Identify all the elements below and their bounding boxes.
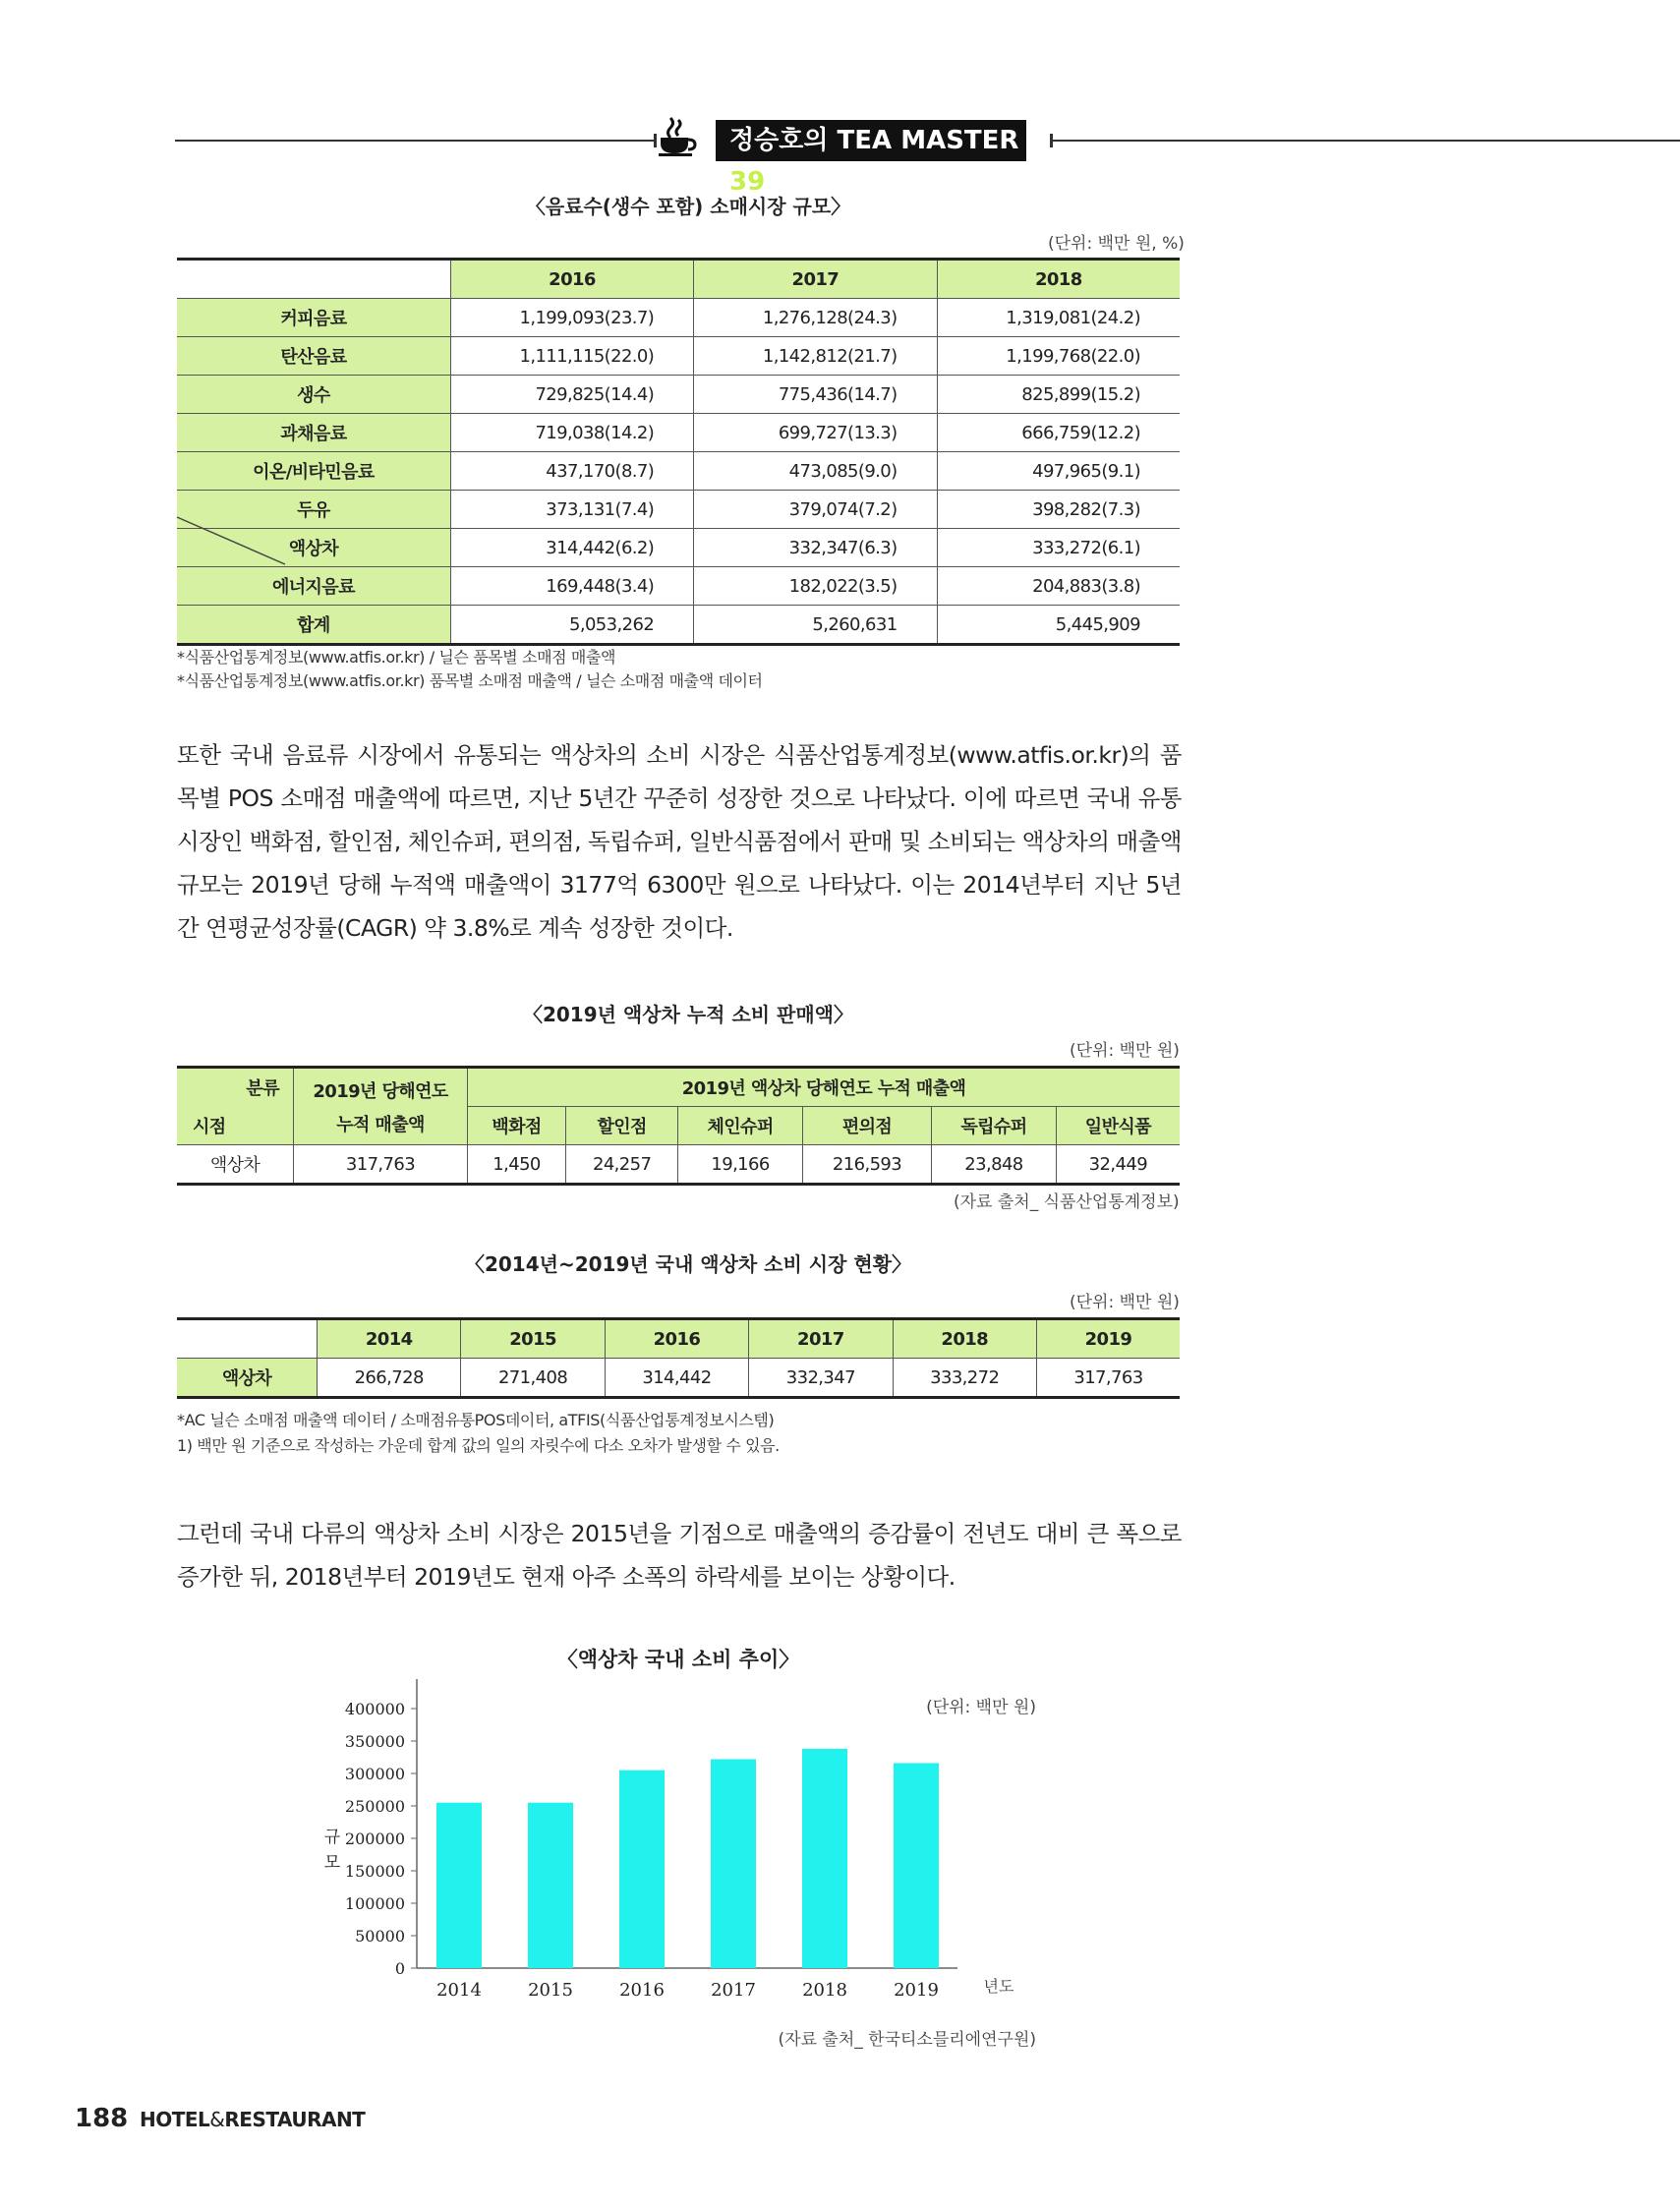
table-row [177,376,1180,414]
table1-cell: 775,436(14.7) [694,376,937,414]
page-number: 188 [75,2104,129,2133]
table1-cell: 169,448(3.4) [450,567,693,606]
table3-year-header: 2016 [605,1319,748,1359]
chart-unit: (단위: 백만 원) [926,1698,1036,1717]
body-paragraph-2: 그런데 국내 다류의 액상차 소비 시장은 2015년을 기점으로 매출액의 증감률이 전년도 대비 큰 폭으로 증가한 뒤, 2018년부터 2019년도 현재 아주 소폭의 하락세를 보이는 상황이다. [177,1520,1182,1591]
table3-row-label: 액상차 [177,1359,318,1398]
chart-x-tick-label: 2017 [711,1980,756,2001]
brand-ampersand: & [209,2108,225,2131]
chart-title: 〈액상차 국내 소비 추이〉 [556,1648,800,1671]
chart-x-tick-label: 2018 [802,1980,847,2001]
table1-cell: 373,131(7.4) [450,491,693,529]
table1-cell: 204,883(3.8) [937,567,1180,606]
table2-cell: 317,763 [294,1145,468,1185]
table1-cell: 1,319,081(24.2) [937,299,1180,337]
table2-cell: 1,450 [468,1145,566,1185]
table2-caption: 〈2019년 액상차 누적 소비 판매액〉 [522,1003,854,1026]
table3-note: 1) 백만 원 기준으로 작성하는 가운데 합계 값의 일의 자릿수에 다소 오차가 발생할 수 있음. [177,1436,780,1455]
chart-bar [894,1763,939,1968]
table1-cell: 1,276,128(24.3) [694,299,937,337]
chart-y-tick-label: 200000 [344,1829,405,1848]
table2-cell: 216,593 [802,1145,931,1185]
table-row [177,491,1180,529]
series-badge [716,120,1026,197]
table1-cell: 719,038(14.2) [450,414,693,452]
table1-cell: 314,442(6.2) [450,529,693,567]
table1-diagonal-line [177,517,285,564]
table3-note: *AC 닐슨 소매점 매출액 데이터 / 소매점유통POS데이터, aTFIS(식품산업통계정보시스템) [177,1411,775,1429]
table2-channel-header: 체인슈퍼 [678,1107,803,1145]
chart-y-tick-label: 50000 [355,1927,405,1946]
table3-corner [177,1319,318,1359]
table3-cell: 271,408 [461,1359,605,1398]
table2-total-header [294,1068,468,1145]
sales-channel-table [177,1066,1180,1186]
table1-note: *식품산업통계정보(www.atfis.or.kr) / 닐슨 품목별 소매점 매출액 [177,648,616,667]
table1-cell: 332,347(6.3) [694,529,937,567]
table1-col-header: 2018 [937,260,1180,299]
table3-year-header: 2014 [318,1319,461,1359]
table-row [177,299,1180,337]
table1-cell: 497,965(9.1) [937,452,1180,491]
table1-cell: 398,282(7.3) [937,491,1180,529]
table3-cell: 314,442 [605,1359,748,1398]
table1-cell: 5,260,631 [694,606,937,645]
table1-row-label: 두유 [177,491,450,529]
table2-total-header-line2: 누적 매출액 [336,1114,425,1135]
table1-row-label: 생수 [177,376,450,414]
table3-caption: 〈2014년~2019년 국내 액상차 소비 시장 현황〉 [464,1252,912,1276]
table-row [177,452,1180,491]
table1-row-label: 과채음료 [177,414,450,452]
table1-corner [177,260,450,299]
consumption-bar-chart [315,1671,1036,2064]
table2-channel-header: 독립슈퍼 [932,1107,1057,1145]
table1-cell: 699,727(13.3) [694,414,937,452]
table2-channel-header: 편의점 [802,1107,931,1145]
table1-cell: 825,899(15.2) [937,376,1180,414]
table2-group-header: 2019년 액상차 당해연도 누적 매출액 [468,1068,1181,1107]
table1-row-label: 액상차 [177,529,450,567]
series-prefix: 정승호의 [729,126,838,155]
table3-unit: (단위: 백만 원) [1070,1293,1180,1312]
table2-channel-header: 백화점 [468,1107,566,1145]
table1-col-header: 2016 [450,260,693,299]
market-trend-table [177,1317,1180,1399]
table1-cell: 1,199,768(22.0) [937,337,1180,376]
series-number: 39 [729,167,766,197]
table3-cell: 266,728 [318,1359,461,1398]
table1-col-header: 2017 [694,260,937,299]
table3-year-header: 2015 [461,1319,605,1359]
chart-y-tick-label: 250000 [344,1797,405,1816]
table1-cell: 182,022(3.5) [694,567,937,606]
chart-bar [619,1771,665,1968]
table1-cell: 1,142,812(21.7) [694,337,937,376]
table1-cell: 333,272(6.1) [937,529,1180,567]
table1-row-label: 에너지음료 [177,567,450,606]
table2-source: (자료 출처_ 식품산업통계정보) [954,1192,1180,1212]
table3-cell: 332,347 [749,1359,893,1398]
table-row [177,414,1180,452]
table1-cell: 437,170(8.7) [450,452,693,491]
table2-cell: 32,449 [1056,1145,1180,1185]
table3-cell: 333,272 [893,1359,1036,1398]
table1-cell: 729,825(14.4) [450,376,693,414]
header-rule-right [1052,140,1680,142]
table2-corner-bottom: 시점 [193,1117,226,1137]
chart-bar [528,1803,573,1968]
header-rule-left [175,140,657,142]
chart-bar [711,1759,756,1968]
chart-y-tick-label: 350000 [344,1732,405,1751]
chart-bar [802,1749,847,1968]
table2-cell: 24,257 [566,1145,678,1185]
table1-cell: 473,085(9.0) [694,452,937,491]
table2-cell: 23,848 [932,1145,1057,1185]
table2-corner [177,1068,294,1145]
chart-x-tick-label: 2016 [619,1980,665,2001]
table-row [177,606,1180,645]
table1-cell: 379,074(7.2) [694,491,937,529]
table2-row-label: 액상차 [177,1145,294,1185]
table2-cell: 19,166 [678,1145,803,1185]
header-rule-tick [1050,134,1053,147]
table1-cell: 5,445,909 [937,606,1180,645]
table2-channel-header: 일반식품 [1056,1107,1180,1145]
table3-year-header: 2017 [749,1319,893,1359]
table1-cell: 5,053,262 [450,606,693,645]
chart-x-label: 년도 [983,1977,1014,1996]
chart-source: (자료 출처_ 한국티소믈리에연구원) [778,2030,1036,2050]
table-row [177,1359,1180,1398]
table2-unit: (단위: 백만 원) [1070,1041,1180,1061]
chart-y-tick-label: 0 [394,1959,405,1978]
chart-y-tick-label: 100000 [344,1894,405,1913]
chart-x-tick-label: 2015 [528,1980,573,2001]
table1-row-label: 탄산음료 [177,337,450,376]
table1-cell: 1,111,115(22.0) [450,337,693,376]
chart-y-label-char: 모 [323,1853,341,1873]
tea-cup-icon [657,116,696,157]
table1-caption: 〈음료수(생수 포함) 소매시장 규모〉 [525,195,851,218]
table2-channel-header: 할인점 [566,1107,678,1145]
table2-total-header-line1: 2019년 당해연도 [313,1080,448,1102]
table3-year-header: 2018 [893,1319,1036,1359]
table1-row-label: 합계 [177,606,450,645]
magazine-brand [140,2108,365,2131]
table1-cell: 1,199,093(23.7) [450,299,693,337]
series-name: TEA MASTER [837,126,1019,155]
chart-bar [436,1803,482,1968]
body-paragraph-1: 또한 국내 음료류 시장에서 유통되는 액상차의 소비 시장은 식품산업통계정보(www.atfis.or.kr)의 품목별 POS 소매점 매출액에 따르면, 지난 5년간 꾸준히 성장한 것으로 나타났다. 이에 따르면 국내 유통 시장인 백화점, 할인점, 체인슈퍼, 편의점, 독립슈퍼, 일반식품점에서 판매 및 소비되는 액상차의 매출액 규모는 2019년 당해 누적액 매출액이 3177억 6300만 원으로 나타났다. 이는 2014년부터 지난 5년간 연평균성장률(CAGR) 약 3.8%로 계속 성장한 것이다. [177,741,1182,942]
table1-cell: 666,759(12.2) [937,414,1180,452]
beverage-market-table [177,258,1180,646]
table3-year-header: 2019 [1036,1319,1180,1359]
table-row [177,567,1180,606]
table1-note: *식품산업통계정보(www.atfis.or.kr) 품목별 소매점 매출액 / 닐슨 소매점 매출액 데이터 [177,671,763,690]
table1-unit: (단위: 백만 원, %) [1048,234,1185,254]
chart-y-tick-label: 300000 [344,1765,405,1783]
table1-row-label: 커피음료 [177,299,450,337]
chart-y-tick-label: 400000 [344,1700,405,1718]
table1-row-label: 이온/비타민음료 [177,452,450,491]
table-row [177,1145,1180,1185]
chart-y-tick-label: 150000 [344,1862,405,1881]
table-row [177,337,1180,376]
chart-y-label-char: 규 [323,1828,341,1847]
table3-cell: 317,763 [1036,1359,1180,1398]
table-row [177,529,1180,567]
brand-hotel: HOTEL [140,2108,210,2131]
brand-restaurant: RESTAURANT [224,2108,366,2131]
chart-x-tick-label: 2019 [894,1980,939,2001]
table2-corner-top: 분류 [246,1078,279,1099]
chart-x-tick-label: 2014 [436,1980,482,2001]
